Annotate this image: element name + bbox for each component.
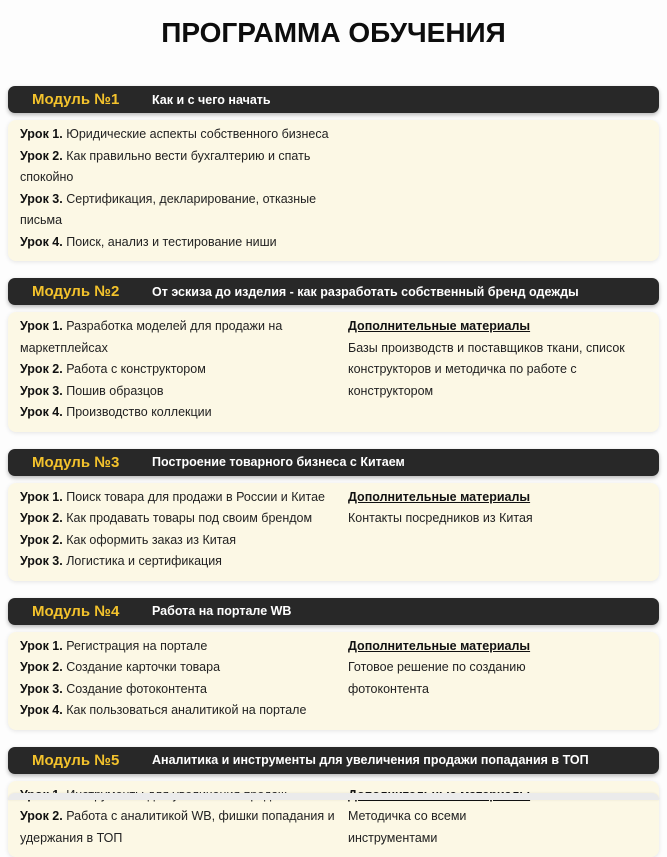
lesson-number: Урок 4. bbox=[20, 235, 63, 249]
module-1-lessons bbox=[20, 124, 348, 253]
module-2 bbox=[8, 278, 659, 432]
lesson-item bbox=[20, 551, 348, 573]
module-5-title: Аналитика и инструменты для увеличения продажи попадания в ТОП bbox=[152, 753, 589, 767]
lesson-number: Урок 1. bbox=[20, 127, 63, 141]
materials-text: инструментами bbox=[348, 828, 645, 850]
module-5-header bbox=[8, 747, 659, 774]
lesson-item bbox=[20, 806, 348, 849]
next-section-partial bbox=[8, 793, 659, 800]
module-5 bbox=[8, 747, 659, 857]
page-title: ПРОГРАММА ОБУЧЕНИЯ bbox=[8, 0, 659, 49]
lesson-text: Поиск товара для продажи в России и Китае bbox=[66, 490, 325, 504]
materials-text: Методичка со всеми bbox=[348, 806, 645, 828]
lesson-number: Урок 2. bbox=[20, 660, 63, 674]
lesson-text: Создание карточки товара bbox=[66, 660, 220, 674]
module-1-title: Как и с чего начать bbox=[152, 93, 271, 107]
lesson-item bbox=[20, 657, 348, 679]
lesson-item bbox=[20, 124, 348, 146]
lesson-item bbox=[20, 508, 348, 530]
module-3 bbox=[8, 449, 659, 581]
materials-text: фотоконтента bbox=[348, 679, 645, 701]
lesson-number: Урок 2. bbox=[20, 809, 63, 823]
lesson-number: Урок 3. bbox=[20, 384, 63, 398]
lesson-item bbox=[20, 232, 348, 254]
lesson-number: Урок 1. bbox=[20, 639, 63, 653]
lesson-item bbox=[20, 316, 348, 359]
lesson-item bbox=[20, 636, 348, 658]
lesson-text: Как правильно вести бухгалтерию и спать спокойно bbox=[20, 149, 310, 185]
lesson-item bbox=[20, 381, 348, 403]
lesson-text: Работа с конструктором bbox=[66, 362, 206, 376]
lesson-item bbox=[20, 359, 348, 381]
module-4-lessons bbox=[20, 636, 348, 722]
module-1-label: Модуль №1 bbox=[32, 91, 152, 108]
lesson-number: Урок 3. bbox=[20, 192, 63, 206]
lesson-number: Урок 4. bbox=[20, 405, 63, 419]
lesson-item bbox=[20, 402, 348, 424]
module-5-label: Модуль №5 bbox=[32, 752, 152, 769]
module-3-materials bbox=[348, 487, 649, 573]
lesson-text: Регистрация на портале bbox=[66, 639, 207, 653]
lesson-item bbox=[20, 679, 348, 701]
materials-text: Базы производств и поставщиков ткани, список bbox=[348, 338, 645, 360]
lesson-number: Урок 2. bbox=[20, 149, 63, 163]
lesson-number: Урок 4. bbox=[20, 703, 63, 717]
lesson-item bbox=[20, 530, 348, 552]
lesson-number: Урок 1. bbox=[20, 490, 63, 504]
lesson-item bbox=[20, 189, 348, 232]
module-3-header bbox=[8, 449, 659, 476]
module-4 bbox=[8, 598, 659, 730]
module-4-header bbox=[8, 598, 659, 625]
module-3-label: Модуль №3 bbox=[32, 454, 152, 471]
lesson-text: Создание фотоконтента bbox=[66, 682, 207, 696]
module-4-label: Модуль №4 bbox=[32, 603, 152, 620]
module-5-body bbox=[8, 781, 659, 857]
module-2-lessons bbox=[20, 316, 348, 424]
materials-text: конструкторов и методичка по работе с конструктором bbox=[348, 359, 645, 402]
module-3-title: Построение товарного бизнеса с Китаем bbox=[152, 455, 405, 469]
lesson-number: Урок 2. bbox=[20, 362, 63, 376]
lesson-text: Как продавать товары под своим брендом bbox=[66, 511, 312, 525]
module-1 bbox=[8, 86, 659, 261]
lesson-number: Урок 1. bbox=[20, 319, 63, 333]
module-3-lessons bbox=[20, 487, 348, 573]
module-2-title: От эскиза до изделия - как разработать собственный бренд одежды bbox=[152, 285, 579, 299]
lesson-text: Как оформить заказ из Китая bbox=[66, 533, 236, 547]
module-4-materials bbox=[348, 636, 649, 722]
lesson-item bbox=[20, 487, 348, 509]
lesson-text: Как пользоваться аналитикой на портале bbox=[66, 703, 306, 717]
lesson-item bbox=[20, 700, 348, 722]
materials-heading: Дополнительные материалы bbox=[348, 316, 645, 338]
lesson-number: Урок 3. bbox=[20, 554, 63, 568]
lesson-text: Производство коллекции bbox=[66, 405, 211, 419]
lesson-number: Урок 2. bbox=[20, 511, 63, 525]
module-1-header bbox=[8, 86, 659, 113]
module-2-header bbox=[8, 278, 659, 305]
materials-text: Готовое решение по созданию bbox=[348, 657, 645, 679]
module-1-body bbox=[8, 120, 659, 261]
materials-heading: Дополнительные материалы bbox=[348, 636, 645, 658]
module-4-body bbox=[8, 632, 659, 730]
lesson-text: Работа с аналитикой WB, фишки попадания и удержания в ТОП bbox=[20, 809, 335, 845]
module-4-title: Работа на портале WB bbox=[152, 604, 291, 618]
lesson-text: Логистика и сертификация bbox=[66, 554, 222, 568]
materials-text: Контакты посредников из Китая bbox=[348, 508, 645, 530]
materials-heading: Дополнительные материалы bbox=[348, 487, 645, 509]
lesson-text: Разработка моделей для продажи на маркетплейсах bbox=[20, 319, 282, 355]
lesson-text: Поиск, анализ и тестирование ниши bbox=[66, 235, 276, 249]
lesson-text: Юридические аспекты собственного бизнеса bbox=[66, 127, 328, 141]
module-2-materials bbox=[348, 316, 649, 424]
lesson-text: Сертификация, декларирование, отказные письма bbox=[20, 192, 316, 228]
module-2-body bbox=[8, 312, 659, 432]
module-3-body bbox=[8, 483, 659, 581]
lesson-number: Урок 2. bbox=[20, 533, 63, 547]
lesson-text: Пошив образцов bbox=[66, 384, 163, 398]
module-2-label: Модуль №2 bbox=[32, 283, 152, 300]
lesson-item bbox=[20, 146, 348, 189]
lesson-number: Урок 3. bbox=[20, 682, 63, 696]
